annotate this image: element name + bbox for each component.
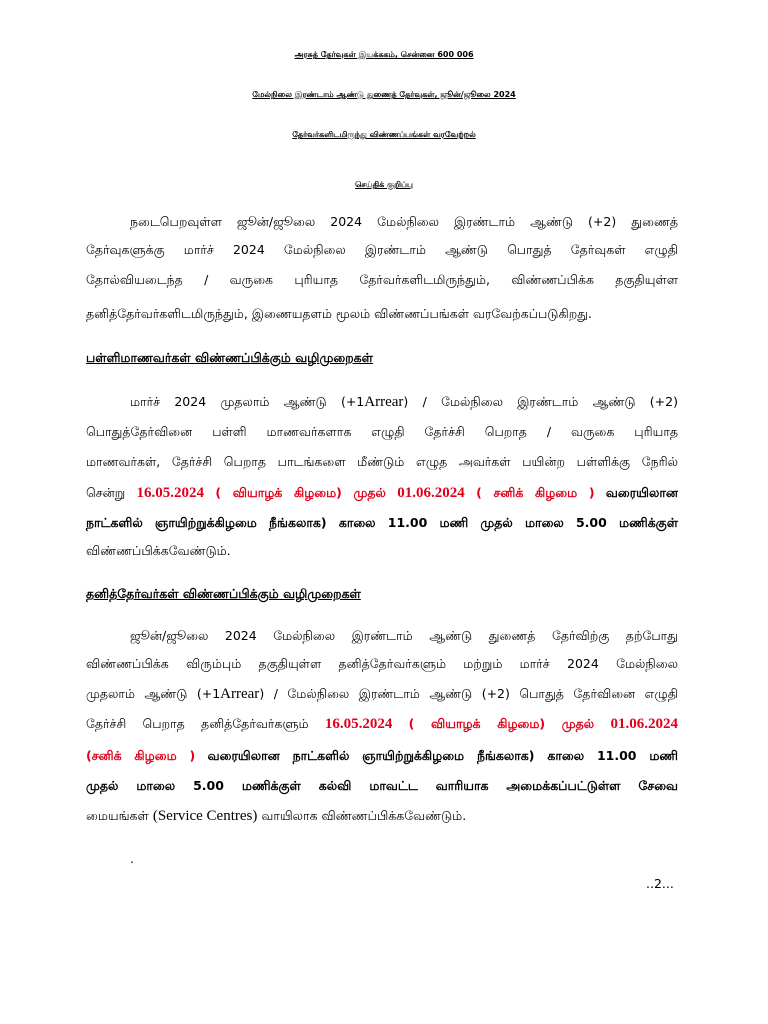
- private-line-3-arrear: Arrear: [220, 686, 260, 702]
- school-line-4-f: வரையிலான: [605, 485, 679, 500]
- private-end-day: (சனிக் கிழமை ): [86, 748, 196, 763]
- school-section-title: பள்ளிமாணவர்கள் விண்ணப்பிக்கும் வழிமுறைகள்: [86, 350, 373, 365]
- school-line-3: மாணவர்கள், தேர்ச்சி பெறாத பாடங்களை மீண்டும் எழுத அவர்கள் பயின்ற பள்ளிக்கு நேரில்: [86, 454, 678, 469]
- private-line-4-a: தேர்ச்சி பெறாத தனித்தேர்வர்களும்: [86, 716, 309, 731]
- header-press-release: செய்திக் குறிப்பு: [355, 180, 413, 189]
- private-line-2: விண்ணப்பிக்க விரும்பும் தகுதியுள்ள தனித்தேர்வர்களும் மற்றும் மார்ச் 2024 மேல்நிலை: [86, 656, 678, 671]
- private-line-1: ஜூன்/ஜூலை 2024 மேல்நிலை இரண்டாம் ஆண்டு துணைத் தேர்விற்கு தற்போது: [130, 628, 678, 643]
- private-start-date: 16.05.2024: [324, 716, 393, 732]
- private-line-3: [86, 684, 678, 704]
- intro-line-4: தனித்தேர்வர்களிடமிருந்தும், இணையதளம் மூலம் விண்ணப்பங்கள் வரவேற்கப்படுகிறது.: [86, 306, 593, 321]
- school-line-2: பொதுத்தேர்வினை பள்ளி மாணவர்களாக எழுதி தேர்ச்சி பெறாத / வருகை புரியாத: [86, 424, 678, 439]
- school-line-1-c: ) / மேல்நிலை இரண்டாம் ஆண்டு (+2): [403, 394, 678, 409]
- header-directorate: அரசுத் தேர்வுகள் இயக்ககம், சென்னை 600 006: [294, 50, 474, 59]
- private-line-3-c: ) / மேல்நிலை இரண்டாம் ஆண்டு (+2) பொதுத் தேர்வினை எழுதி: [259, 686, 679, 701]
- school-line-1-a: மார்ச் 2024 முதலாம் ஆண்டு (+1: [130, 394, 365, 409]
- school-start-day: ( வியாழக் கிழமை) முதல்: [215, 485, 386, 500]
- school-line-4-a: சென்று: [86, 485, 126, 500]
- header-subject: தேர்வர்களிடமிருந்து விண்ணப்பங்கள் வரவேற்றல்: [292, 130, 476, 139]
- private-start-day: ( வியாழக் கிழமை) முதல்: [408, 716, 595, 731]
- private-line-7-a: மையங்கள்: [86, 808, 149, 823]
- private-line-7: [86, 806, 678, 826]
- private-end-date: 01.06.2024: [610, 716, 678, 732]
- intro-line-1: நடைபெறவுள்ள ஜூன்/ஜூலை 2024 மேல்நிலை இரண்டாம் ஆண்டு (+2) துணைத்: [130, 214, 678, 229]
- private-line-4: [86, 714, 678, 734]
- school-line-5: நாட்களில் ஞாயிற்றுக்கிழமை நீங்கலாக) காலை 11.00 மணி முதல் மாலை 5.00 மணிக்குள்: [86, 515, 678, 530]
- page-number: ..2...: [646, 876, 674, 891]
- private-section-title: தனித்தேர்வர்கள் விண்ணப்பிக்கும் வழிமுறைகள்: [86, 586, 361, 601]
- intro-line-2: தேர்வுகளுக்கு மார்ச் 2024 மேல்நிலை இரண்டாம் ஆண்டு பொதுத் தேர்வுகள் எழுதி: [86, 242, 678, 257]
- private-service-centres: (Service Centres): [152, 808, 258, 824]
- school-end-day: ( சனிக் கிழமை ): [476, 485, 595, 500]
- school-line-1-arrear: Arrear: [364, 394, 404, 410]
- intro-line-3: தோல்வியடைந்த / வருகை புரியாத தேர்வர்களிடமிருந்தும், விண்ணப்பிக்க தகுதியுள்ள: [86, 272, 678, 287]
- school-line-4: [86, 483, 678, 503]
- private-line-5: [86, 746, 678, 766]
- private-line-3-a: முதலாம் ஆண்டு (+1: [86, 686, 221, 701]
- school-line-6: விண்ணப்பிக்கவேண்டும்.: [86, 543, 231, 558]
- school-line-1: [130, 392, 678, 412]
- private-line-7-c: வாயிலாக விண்ணப்பிக்கவேண்டும்.: [261, 808, 467, 823]
- school-start-date: 16.05.2024: [136, 485, 205, 501]
- stray-dot: .: [130, 852, 134, 866]
- private-line-6: முதல் மாலை 5.00 மணிக்குள் கல்வி மாவட்ட வாரியாக அமைக்கப்பட்டுள்ள சேவை: [86, 778, 678, 793]
- header-exam-title: மேல்நிலை இரண்டாம் ஆண்டு துணைத் தேர்வுகள், ஜூன்/ஜூலை 2024: [252, 90, 516, 99]
- private-line-5-b: வரையிலான நாட்களில் ஞாயிற்றுக்கிழமை நீங்கலாக) காலை 11.00 மணி: [207, 748, 678, 763]
- school-end-date: 01.06.2024: [397, 485, 465, 501]
